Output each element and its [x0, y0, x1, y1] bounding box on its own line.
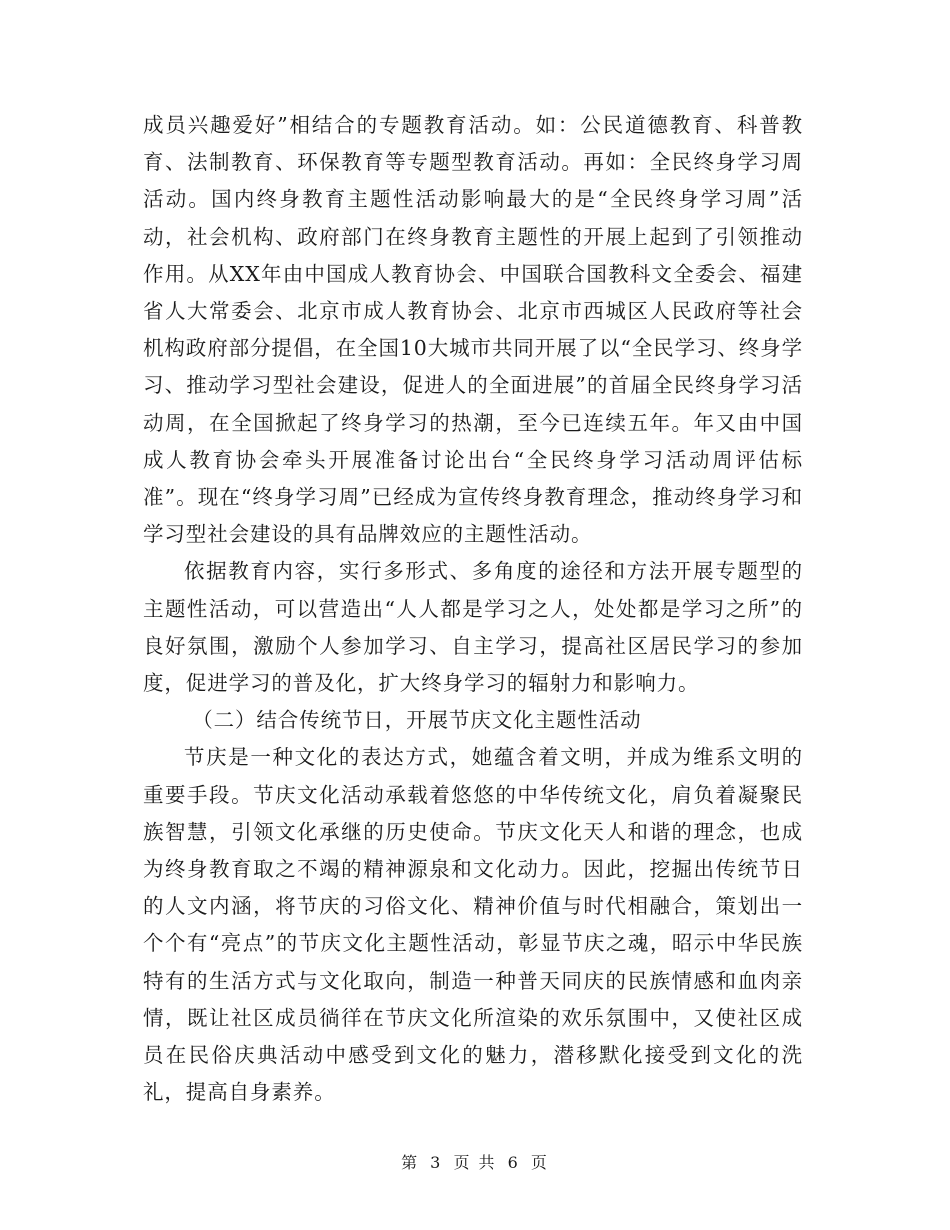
- page-footer: [0, 1150, 950, 1173]
- footer-suffix: 页: [530, 1153, 549, 1172]
- footer-current-page: 3: [430, 1153, 443, 1172]
- paragraph-festival-culture: 节庆是一种文化的表达方式，她蕴含着文明，并成为维系文明的重要手段。节庆文化活动承载着悠悠的中华传统文化，肩负着凝聚民族智慧，引领文化承继的历史使命。节庆文化天人和谐的理念，也成为终身教育取之不竭的精神源泉和文化动力。因此，挖掘出传统节日的人文内涵，将节庆的习俗文化、精神价值与时代相融合，策划出一个个有“亮点”的节庆文化主题性活动，彰显节庆之魂，昭示中华民族特有的生活方式与文化取向，制造一种普天同庆的民族情感和血肉亲情，既让社区成员徜徉在节庆文化所渲染的欢乐氛围中，又使社区成员在民俗庆典活动中感受到文化的魅力，潜移默化接受到文化的洗礼，提高自身素养。: [143, 745, 803, 1105]
- paragraph-topic-activities: 依据教育内容，实行多形式、多角度的途径和方法开展专题型的主题性活动，可以营造出“人人都是学习之人，处处都是学习之所”的良好氛围，激励个人参加学习、自主学习，提高社区居民学习的参加度，促进学习的普及化，扩大终身学习的辐射力和影响力。: [143, 559, 803, 696]
- footer-prefix: 第: [401, 1153, 420, 1172]
- document-body: [143, 107, 803, 1111]
- footer-middle: 页 共: [453, 1153, 497, 1172]
- paragraph-continuation: 成员兴趣爱好”相结合的专题教育活动。如：公民道德教育、科普教育、法制教育、环保教育等专题型教育活动。再如：全民终身学习周活动。国内终身教育主题性活动影响最大的是“全民终身学习周”活动，社会机构、政府部门在终身教育主题性的开展上起到了引领推动作用。从XX年由中国成人教育协会、中国联合国教科文全委会、福建省人大常委会、北京市成人教育协会、北京市西城区人民政府等社会机构政府部分提倡，在全国10大城市共同开展了以“全民学习、终身学习、推动学习型社会建设，促进人的全面进展”的首届全民终身学习活动周，在全国掀起了终身学习的热潮，至今已连续五年。年又由中国成人教育协会牵头开展准备讨论出台“全民终身学习活动周评估标准”。现在“终身学习周”已经成为宣传终身教育理念，推动终身学习和学习型社会建设的具有品牌效应的主题性活动。: [143, 113, 803, 547]
- footer-total-pages: 6: [507, 1153, 520, 1172]
- section-heading: （二）结合传统节日，开展节庆文化主题性活动: [192, 708, 642, 733]
